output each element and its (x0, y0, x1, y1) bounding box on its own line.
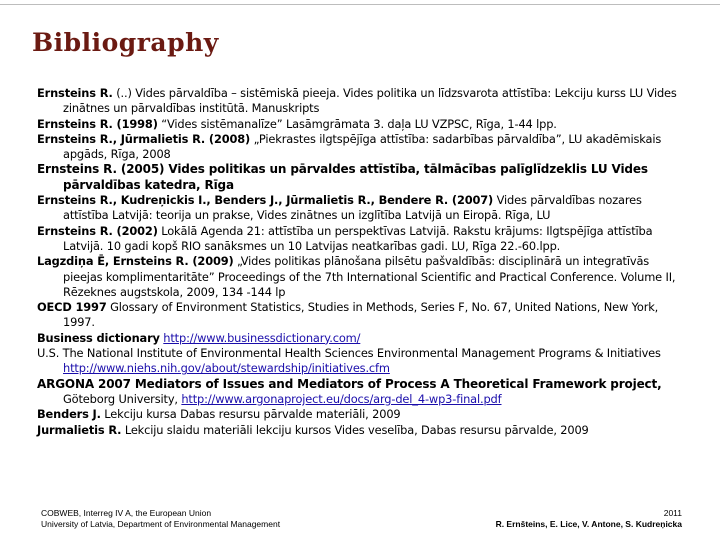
reference-author: OECD 1997 (37, 300, 107, 315)
reference-list (37, 86, 679, 438)
reference-author: Lagzdiņa Ē, Ernsteins R. (2009) (37, 254, 234, 269)
reference-author: Jurmalietis R. (37, 422, 122, 437)
reference-text: Lokālā Agenda 21: attīstība un perspektīvas Latvijā. Rakstu krājums: Ilgtspējīga attīstība Latvijā. 10 gadi kopš RIO sanāksmes un 10 Latvijas neatkarības gadi. LU, Rīga 22.-60.lpp. (63, 223, 653, 253)
reference-item (37, 193, 679, 224)
page-title: Bibliography (32, 28, 219, 57)
reference-text: Vides pārvaldības nozares attīstība Latvijā: teorija un prakse, Vides zinātnes un izglītība Latvijā un Eiropā. Rīga, LU (63, 193, 642, 223)
footer-credits (496, 508, 682, 530)
footer-year: 2011 (663, 508, 682, 518)
reference-text: „Piekrastes ilgtspējīga attīstība: sadarbības pārvaldība”, LU akadēmiskais apgāds, Rīga, 2008 (63, 131, 662, 162)
reference-item (37, 224, 679, 255)
reference-author: Ernsteins R., Kudreņickis I., Benders J., Jūrmalietis R., Bendere R. (2007) (37, 193, 494, 208)
reference-text: U.S. The National Institute of Environmental Health Sciences Environmental Management Programs & Initiatives (37, 346, 661, 361)
reference-text: „Vides politikas plānošana pilsētu pašvaldībās: disciplinārā un integratīvās pieejas komplimentaritāte” Proceedings of the 7th International Scientific and Practical Conference. Volume II, Rēzeknes augstskola, 2009, 134 -144 lp (63, 254, 676, 299)
reference-link[interactable]: http://www.niehs.nih.gov/about/stewardship/initiatives.cfm (63, 361, 390, 376)
reference-author: ARGONA 2007 Mediators of Issues and Mediators of Process A Theoretical Framework project, (37, 376, 662, 391)
reference-author: Ernsteins R. (37, 86, 113, 100)
reference-text: Lekciju kursa Dabas resursu pārvalde materiāli, 2009 (100, 407, 401, 422)
reference-item (37, 377, 679, 408)
reference-item (37, 300, 679, 331)
reference-item (37, 331, 679, 346)
footer-department: University of Latvia, Department of Environmental Management (41, 519, 281, 529)
footer (0, 508, 720, 540)
reference-author: Benders J. (37, 407, 101, 422)
reference-link[interactable]: http://www.argonaproject.eu/docs/arg-del_4-wp3-final.pdf (181, 391, 502, 406)
reference-item (37, 423, 679, 438)
top-divider (0, 4, 720, 5)
reference-item (37, 407, 679, 422)
reference-author: Business dictionary (37, 330, 160, 345)
footer-institution (41, 508, 280, 530)
reference-text: “Vides sistēmanalīze” Lasāmgrāmata 3. daļa LU VZPSC, Rīga, 1-44 lpp. (157, 116, 557, 131)
reference-item (37, 86, 679, 117)
reference-text: Göteborg University, (63, 391, 182, 406)
reference-text: (..) Vides pārvaldība – sistēmiskā pieeja. Vides politika un līdzsvarota attīstība: Lekciju kurss LU Vides zinātnes un pārvaldības institūtā. Manuskripts (63, 86, 677, 116)
reference-author: Ernsteins R. (2005) Vides politikas un pārvaldes attīstība, tālmācības palīglīdzeklis LU Vides pārvaldības katedra, Rīga (37, 162, 648, 192)
reference-item (37, 162, 679, 193)
reference-text: Lekciju slaidu materiāli lekciju kursos Vides veselība, Dabas resursu pārvalde, 2009 (121, 422, 589, 437)
reference-item (37, 346, 679, 377)
footer-authors: R. Ernšteins, E. Lice, V. Antone, S. Kudreņicka (495, 519, 682, 529)
footer-project: COBWEB, Interreg IV A, the European Union (41, 508, 212, 518)
reference-link[interactable]: http://www.businessdictionary.com/ (163, 330, 361, 345)
reference-author: Ernsteins R. (2002) (37, 223, 158, 238)
reference-author: Ernsteins R., Jūrmalietis R. (2008) (37, 131, 251, 146)
reference-item (37, 254, 679, 300)
reference-author: Ernsteins R. (1998) (37, 116, 158, 131)
reference-item (37, 117, 679, 132)
reference-item (37, 132, 679, 163)
reference-text: Glossary of Environment Statistics, Studies in Methods, Series F, No. 67, United Nations, New York, 1997. (63, 300, 659, 330)
